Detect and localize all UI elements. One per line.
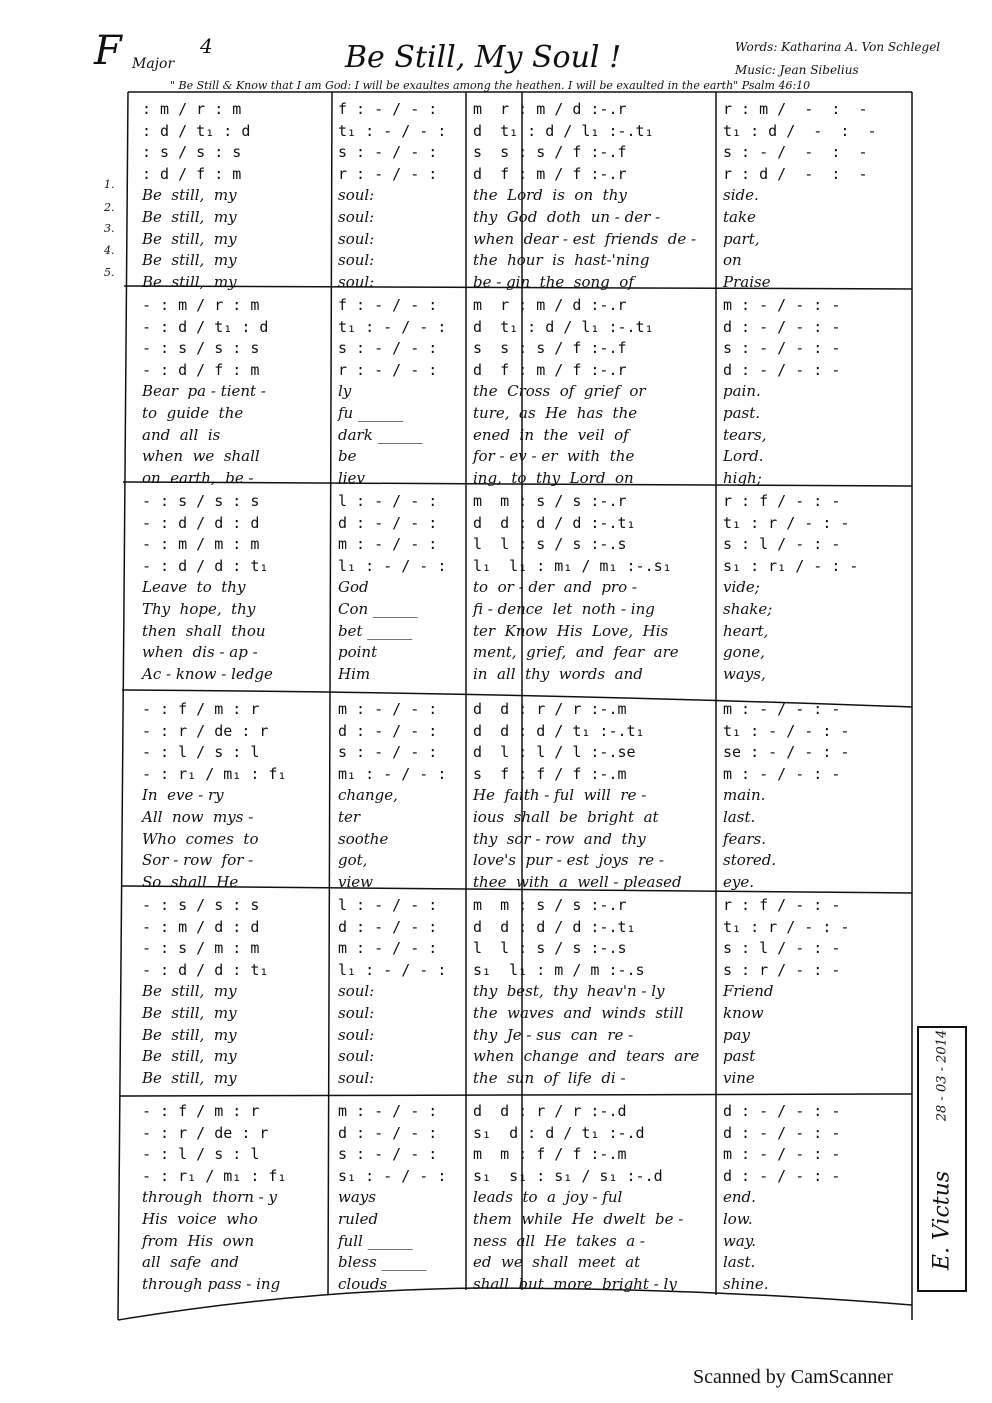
- lyric-cell: So shall He: [142, 872, 239, 891]
- solfa-row: [128, 294, 912, 316]
- lyric-row: [128, 228, 912, 250]
- solfa-cell: r : f / - : -: [723, 896, 841, 914]
- lyric-cell: low.: [723, 1210, 753, 1228]
- signature-date: 28 - 03 - 2014: [934, 1029, 950, 1122]
- lyric-cell: fears.: [723, 829, 767, 848]
- lyric-cell: the Cross of grief or: [473, 382, 646, 401]
- lyric-cell: past.: [723, 404, 761, 422]
- solfa-cell: s₁ l₁ : m / m :-.s: [473, 960, 645, 979]
- solfa-cell: m : - / - :: [338, 939, 438, 958]
- solfa-cell: t₁ : r / - : -: [723, 917, 850, 936]
- solfa-cell: d l : l / l :-.se: [473, 743, 636, 762]
- solfa-cell: d : - / - : -: [723, 360, 841, 379]
- lyric-cell: fi - dence let noth - ing: [473, 600, 655, 618]
- lyric-cell: thy God doth un - der -: [473, 208, 661, 226]
- solfa-cell: m r : m / d :-.r: [473, 100, 627, 118]
- solfa-cell: d f : m / f :-.r: [473, 360, 627, 379]
- music-credit: Music: Jean Sibelius: [735, 63, 859, 77]
- mode-label: Major: [132, 56, 175, 72]
- solfa-row: [128, 120, 912, 142]
- solfa-row: [128, 316, 912, 338]
- solfa-cell: d d : r / r :-.d: [473, 1102, 627, 1120]
- lyric-cell: shake;: [723, 600, 773, 618]
- lyric-cell: them while He dwelt be -: [473, 1210, 684, 1228]
- lyric-cell: ed we shall meet at: [473, 1253, 641, 1272]
- lyric-cell: Lord.: [723, 447, 764, 466]
- lyric-row: [128, 871, 912, 893]
- solfa-cell: t₁ : d / - : -: [723, 121, 877, 140]
- lyric-row: [128, 380, 912, 402]
- solfa-cell: d : - / - : -: [723, 1123, 841, 1142]
- lyric-cell: gone,: [723, 643, 765, 662]
- solfa-cell: d : - / - : -: [723, 1102, 841, 1120]
- solfa-row: [128, 163, 912, 185]
- lyric-cell: ways: [338, 1188, 376, 1207]
- scanner-watermark: Scanned by CamScanner: [693, 1366, 893, 1388]
- solfa-cell: r : - / - :: [338, 164, 438, 183]
- solfa-cell: m m : s / s :-.r: [473, 492, 627, 510]
- solfa-cell: s s : s / f :-.f: [473, 339, 627, 358]
- solfa-cell: - : f / m : r: [142, 1102, 260, 1120]
- solfa-cell: s : - / - :: [338, 143, 438, 162]
- lyric-cell: Be still, my: [142, 1025, 237, 1044]
- solfa-cell: : m / r : m: [142, 100, 242, 118]
- solfa-row: [128, 1100, 912, 1122]
- lyric-cell: on earth, be -: [142, 468, 254, 487]
- lyric-row: [128, 620, 912, 642]
- solfa-cell: m r : m / d :-.r: [473, 296, 627, 314]
- solfa-cell: - : r / de : r: [142, 721, 269, 740]
- solfa-cell: - : l / s : l: [142, 743, 260, 762]
- lyric-cell: on: [723, 251, 742, 270]
- lyric-cell: part,: [723, 229, 760, 248]
- solfa-cell: s : - / - : -: [723, 143, 868, 162]
- solfa-cell: s : - / - :: [338, 743, 438, 762]
- solfa-row: [128, 337, 912, 359]
- lyric-cell: tears,: [723, 425, 767, 444]
- solfa-cell: - : m / d : d: [142, 917, 260, 936]
- lyric-cell: bless ______: [338, 1253, 427, 1272]
- lyric-row: [128, 806, 912, 828]
- solfa-cell: r : - / - :: [338, 360, 438, 379]
- lyric-cell: Leave to thy: [142, 578, 246, 597]
- solfa-cell: - : d / d : t₁: [142, 556, 269, 575]
- solfa-cell: s : - / - :: [338, 1145, 438, 1164]
- lyric-cell: the Lord is on thy: [473, 186, 627, 205]
- solfa-cell: m : - / - : -: [723, 764, 841, 783]
- solfa-cell: m : - / - :: [338, 700, 438, 718]
- solfa-row: [128, 98, 912, 120]
- lyric-cell: take: [723, 208, 756, 226]
- lyric-cell: got,: [338, 851, 368, 870]
- lyric-cell: ter Know His Love, His: [473, 621, 669, 640]
- lyric-cell: Sor - row for -: [142, 851, 254, 870]
- solfa-cell: t₁ : - / - : -: [723, 721, 850, 740]
- lyric-cell: ment, grief, and fear are: [473, 643, 679, 662]
- solfa-row: [128, 490, 912, 512]
- lyric-row: [128, 1024, 912, 1046]
- solfa-cell: f : - / - :: [338, 296, 438, 314]
- lyric-cell: His voice who: [142, 1210, 258, 1228]
- solfa-cell: - : s / s : s: [142, 896, 260, 914]
- lyric-cell: and all is: [142, 425, 221, 444]
- song-title: Be Still, My Soul !: [345, 40, 622, 75]
- lyric-cell: thee with a well - pleased: [473, 872, 682, 891]
- lyric-cell: love's pur - est joys re -: [473, 851, 664, 870]
- lyric-cell: thy Je - sus can re -: [473, 1025, 634, 1044]
- lyric-cell: ness all He takes a -: [473, 1231, 645, 1250]
- solfa-row: [128, 763, 912, 785]
- solfa-row: [128, 741, 912, 763]
- solfa-cell: d d : d / d :-.t₁: [473, 917, 636, 936]
- lyric-row: [128, 184, 912, 206]
- solfa-cell: m : - / - : -: [723, 1145, 841, 1164]
- solfa-cell: d : - / - :: [338, 721, 438, 740]
- lyric-cell: for - ev - er with the: [473, 447, 635, 466]
- lyric-cell: soul:: [338, 1047, 375, 1066]
- lyric-row: [128, 1230, 912, 1252]
- solfa-cell: t₁ : - / - :: [338, 121, 447, 140]
- solfa-row: [128, 894, 912, 916]
- lyric-cell: ter: [338, 808, 361, 826]
- lyric-cell: liev: [338, 468, 365, 487]
- lyric-cell: heart,: [723, 621, 769, 640]
- solfa-cell: d : - / - : -: [723, 1166, 841, 1185]
- lyric-cell: soul:: [338, 982, 375, 1001]
- lyric-row: [128, 1067, 912, 1089]
- solfa-row: [128, 1122, 912, 1144]
- solfa-cell: f : - / - :: [338, 100, 438, 118]
- lyric-cell: when change and tears are: [473, 1047, 700, 1066]
- solfa-cell: l l : s / s :-.s: [473, 939, 627, 958]
- lyric-cell: fu ______: [338, 404, 403, 422]
- lyric-row: [128, 849, 912, 871]
- lyric-cell: soul:: [338, 272, 375, 291]
- lyric-cell: Be still, my: [142, 1068, 237, 1087]
- solfa-row: [128, 555, 912, 577]
- lyric-row: [128, 598, 912, 620]
- lyric-cell: when we shall: [142, 447, 260, 466]
- lyric-cell: ly: [338, 382, 352, 401]
- lyric-cell: soul:: [338, 251, 375, 270]
- solfa-cell: d d : d / t₁ :-.t₁: [473, 721, 645, 740]
- lyric-row: [128, 1208, 912, 1230]
- solfa-row: [128, 720, 912, 742]
- lyric-cell: to or - der and pro -: [473, 578, 637, 597]
- solfa-cell: t₁ : r / - : -: [723, 513, 850, 532]
- solfa-cell: - : m / m : m: [142, 535, 260, 554]
- lyric-cell: Bear pa - tient -: [142, 382, 266, 401]
- lyric-cell: side.: [723, 186, 759, 205]
- lyric-cell: through thorn - y: [142, 1188, 277, 1207]
- solfa-cell: s f : f / f :-.m: [473, 764, 627, 783]
- solfa-cell: : s / s : s: [142, 143, 242, 162]
- lyric-cell: Be still, my: [142, 208, 237, 226]
- lyric-row: [128, 980, 912, 1002]
- signature-name: E. Victus: [929, 1170, 955, 1271]
- lyric-cell: Con ______: [338, 600, 418, 618]
- solfa-cell: m : - / - : -: [723, 296, 841, 314]
- score-system: [128, 98, 912, 292]
- lyric-row: [128, 467, 912, 489]
- lyric-cell: main.: [723, 786, 766, 805]
- solfa-cell: - : d / d : d: [142, 513, 260, 532]
- lyric-cell: Be still, my: [142, 272, 237, 291]
- lyric-cell: Praise: [723, 272, 771, 291]
- solfa-cell: m : - / - :: [338, 535, 438, 554]
- lyric-cell: ing, to thy Lord on: [473, 468, 634, 487]
- lyric-cell: Who comes to: [142, 829, 259, 848]
- lyric-row: [128, 271, 912, 293]
- lyric-row: [128, 445, 912, 467]
- solfa-cell: s₁ : - / - :: [338, 1166, 447, 1185]
- lyric-cell: eye.: [723, 872, 754, 891]
- solfa-cell: s : r / - : -: [723, 960, 841, 979]
- lyric-cell: when dis - ap -: [142, 643, 258, 662]
- lyric-cell: clouds: [338, 1274, 388, 1293]
- lyric-cell: Be still, my: [142, 186, 237, 205]
- lyric-cell: Thy hope, thy: [142, 600, 256, 618]
- lyric-cell: All now mys -: [142, 808, 254, 826]
- solfa-cell: r : m / - : -: [723, 100, 868, 118]
- score-system: [128, 894, 912, 1088]
- score-system: [128, 698, 912, 892]
- lyric-cell: shall but more bright - ly: [473, 1274, 677, 1293]
- lyric-cell: shine.: [723, 1274, 769, 1293]
- lyric-cell: way.: [723, 1231, 757, 1250]
- solfa-row: [128, 916, 912, 938]
- solfa-cell: m : - / - : -: [723, 700, 841, 718]
- solfa-cell: d f : m / f :-.r: [473, 164, 627, 183]
- solfa-cell: d : - / - :: [338, 513, 438, 532]
- lyric-cell: pain.: [723, 382, 761, 401]
- solfa-cell: - : l / s : l: [142, 1145, 260, 1164]
- lyric-row: [128, 1186, 912, 1208]
- lyric-cell: thy sor - row and thy: [473, 829, 646, 848]
- lyric-cell: then shall thou: [142, 621, 266, 640]
- solfa-cell: - : d / d : t₁: [142, 960, 269, 979]
- solfa-cell: se : - / - : -: [723, 743, 850, 762]
- lyric-cell: know: [723, 1004, 764, 1022]
- lyric-cell: in all thy words and: [473, 664, 643, 683]
- time-signature: 4: [200, 34, 213, 58]
- lyric-cell: last.: [723, 1253, 756, 1272]
- lyric-cell: ious shall be bright at: [473, 808, 659, 826]
- solfa-cell: : d / f : m: [142, 164, 242, 183]
- solfa-row: [128, 533, 912, 555]
- lyric-cell: soul:: [338, 1004, 375, 1022]
- score-system: [128, 1100, 912, 1294]
- lyric-cell: Him: [338, 664, 371, 683]
- scripture-quote: " Be Still & Know that I am God: I will be exaultes among the heathen. I will be exaulted in the earth" Psalm 46:10: [170, 79, 811, 92]
- words-credit: Words: Katharina A. Von Schlegel: [735, 40, 941, 54]
- lyric-cell: Ac - know - ledge: [142, 664, 273, 683]
- lyric-row: [128, 663, 912, 685]
- solfa-cell: l₁ : - / - :: [338, 556, 447, 575]
- lyric-cell: high;: [723, 468, 762, 487]
- lyric-cell: the hour is hast-'ning: [473, 251, 650, 270]
- verse-number: 2.: [104, 201, 115, 214]
- solfa-cell: l₁ l₁ : m₁ / m₁ :-.s₁: [473, 556, 672, 575]
- solfa-cell: : d / t₁ : d: [142, 121, 251, 140]
- lyric-cell: He faith - ful will re -: [473, 786, 647, 805]
- solfa-cell: - : r₁ / m₁ : f₁: [142, 1166, 287, 1185]
- lyric-cell: Be still, my: [142, 229, 237, 248]
- solfa-cell: d d : d / d :-.t₁: [473, 513, 636, 532]
- verse-number: 1.: [104, 178, 115, 191]
- lyric-cell: past: [723, 1047, 756, 1066]
- lyric-cell: pay: [723, 1025, 751, 1044]
- lyric-row: [128, 828, 912, 850]
- lyric-cell: all safe and: [142, 1253, 239, 1272]
- lyric-cell: Be still, my: [142, 982, 237, 1001]
- solfa-cell: - : s / m : m: [142, 939, 260, 958]
- verse-number: 5.: [104, 266, 115, 279]
- lyric-row: [128, 1251, 912, 1273]
- solfa-cell: l l : s / s :-.s: [473, 535, 627, 554]
- lyric-cell: end.: [723, 1188, 756, 1207]
- lyric-cell: leads to a joy - ful: [473, 1188, 623, 1207]
- lyric-cell: point: [338, 643, 378, 662]
- lyric-cell: soul:: [338, 186, 375, 205]
- solfa-row: [128, 959, 912, 981]
- solfa-cell: m m : f / f :-.m: [473, 1145, 627, 1164]
- lyric-cell: vide;: [723, 578, 760, 597]
- score-system: [128, 294, 912, 488]
- solfa-cell: l₁ : - / - :: [338, 960, 447, 979]
- lyric-cell: view: [338, 872, 373, 891]
- lyric-row: [128, 1045, 912, 1067]
- solfa-row: [128, 1143, 912, 1165]
- solfa-cell: - : s / s : s: [142, 339, 260, 358]
- solfa-cell: - : f / m : r: [142, 700, 260, 718]
- lyric-cell: soul:: [338, 1068, 375, 1087]
- solfa-cell: t₁ : - / - :: [338, 317, 447, 336]
- solfa-row: [128, 141, 912, 163]
- lyric-cell: soul:: [338, 1025, 375, 1044]
- solfa-cell: d : - / - : -: [723, 317, 841, 336]
- lyric-cell: from His own: [142, 1231, 255, 1250]
- lyric-cell: the waves and winds still: [473, 1004, 684, 1022]
- lyric-row: [128, 402, 912, 424]
- lyric-cell: ruled: [338, 1210, 379, 1228]
- key-signature: F: [94, 28, 122, 74]
- lyric-cell: Be still, my: [142, 1004, 237, 1022]
- signature-box: [917, 1026, 967, 1292]
- lyric-cell: dark ______: [338, 425, 423, 444]
- lyric-cell: stored.: [723, 851, 777, 870]
- solfa-cell: s₁ : r₁ / - : -: [723, 556, 859, 575]
- solfa-cell: d : - / - :: [338, 917, 438, 936]
- solfa-row: [128, 937, 912, 959]
- lyric-cell: through pass - ing: [142, 1274, 281, 1293]
- lyric-cell: soul:: [338, 208, 375, 226]
- solfa-cell: s₁ s₁ : s₁ / s₁ :-.d: [473, 1166, 663, 1185]
- solfa-cell: m m : s / s :-.r: [473, 896, 627, 914]
- lyric-cell: the sun of life di -: [473, 1068, 626, 1087]
- solfa-cell: d t₁ : d / l₁ :-.t₁: [473, 317, 654, 336]
- lyric-cell: full ______: [338, 1231, 413, 1250]
- solfa-cell: s : - / - : -: [723, 339, 841, 358]
- lyric-cell: when dear - est friends de -: [473, 229, 697, 248]
- solfa-cell: - : m / r : m: [142, 296, 260, 314]
- lyric-cell: Be still, my: [142, 1047, 237, 1066]
- lyric-cell: God: [338, 578, 369, 597]
- lyric-cell: ture, as He has the: [473, 404, 638, 422]
- verse-number: 4.: [104, 244, 115, 257]
- lyric-cell: ened in the veil of: [473, 425, 629, 444]
- solfa-cell: s : - / - :: [338, 339, 438, 358]
- solfa-cell: - : d / t₁ : d: [142, 317, 269, 336]
- solfa-cell: - : s / s : s: [142, 492, 260, 510]
- solfa-cell: - : r₁ / m₁ : f₁: [142, 764, 287, 783]
- lyric-row: [128, 206, 912, 228]
- lyric-row: [128, 1273, 912, 1295]
- lyric-cell: soul:: [338, 229, 375, 248]
- solfa-cell: - : d / f : m: [142, 360, 260, 379]
- lyric-cell: ways,: [723, 664, 766, 683]
- lyric-cell: be: [338, 447, 357, 466]
- lyric-cell: Be still, my: [142, 251, 237, 270]
- lyric-cell: be - gin the song of: [473, 272, 634, 291]
- solfa-cell: m : - / - :: [338, 1102, 438, 1120]
- solfa-cell: l : - / - :: [338, 492, 438, 510]
- solfa-cell: d d : r / r :-.m: [473, 700, 627, 718]
- lyric-cell: soothe: [338, 829, 389, 848]
- lyric-row: [128, 424, 912, 446]
- solfa-cell: r : d / - : -: [723, 164, 868, 183]
- lyric-row: [128, 1002, 912, 1024]
- score-system: [128, 490, 912, 684]
- solfa-row: [128, 359, 912, 381]
- solfa-row: [128, 512, 912, 534]
- solfa-cell: l : - / - :: [338, 896, 438, 914]
- lyric-cell: bet ______: [338, 621, 413, 640]
- lyric-row: [128, 576, 912, 598]
- solfa-cell: r : f / - : -: [723, 492, 841, 510]
- lyric-row: [128, 641, 912, 663]
- lyric-row: [128, 784, 912, 806]
- solfa-cell: - : r / de : r: [142, 1123, 269, 1142]
- lyric-row: [128, 249, 912, 271]
- solfa-cell: d : - / - :: [338, 1123, 438, 1142]
- lyric-cell: last.: [723, 808, 756, 826]
- solfa-cell: s s : s / f :-.f: [473, 143, 627, 162]
- lyric-cell: thy best, thy heav'n - ly: [473, 982, 665, 1001]
- lyric-cell: vine: [723, 1068, 755, 1087]
- solfa-cell: m₁ : - / - :: [338, 764, 447, 783]
- solfa-cell: s₁ d : d / t₁ :-.d: [473, 1123, 645, 1142]
- lyric-cell: In eve - ry: [142, 786, 224, 805]
- solfa-cell: s : l / - : -: [723, 939, 841, 958]
- lyric-cell: Friend: [723, 982, 774, 1001]
- solfa-cell: d t₁ : d / l₁ :-.t₁: [473, 121, 654, 140]
- solfa-cell: s : l / - : -: [723, 535, 841, 554]
- solfa-row: [128, 698, 912, 720]
- lyric-cell: to guide the: [142, 404, 244, 422]
- solfa-row: [128, 1165, 912, 1187]
- verse-number: 3.: [104, 222, 115, 235]
- lyric-cell: change,: [338, 786, 398, 805]
